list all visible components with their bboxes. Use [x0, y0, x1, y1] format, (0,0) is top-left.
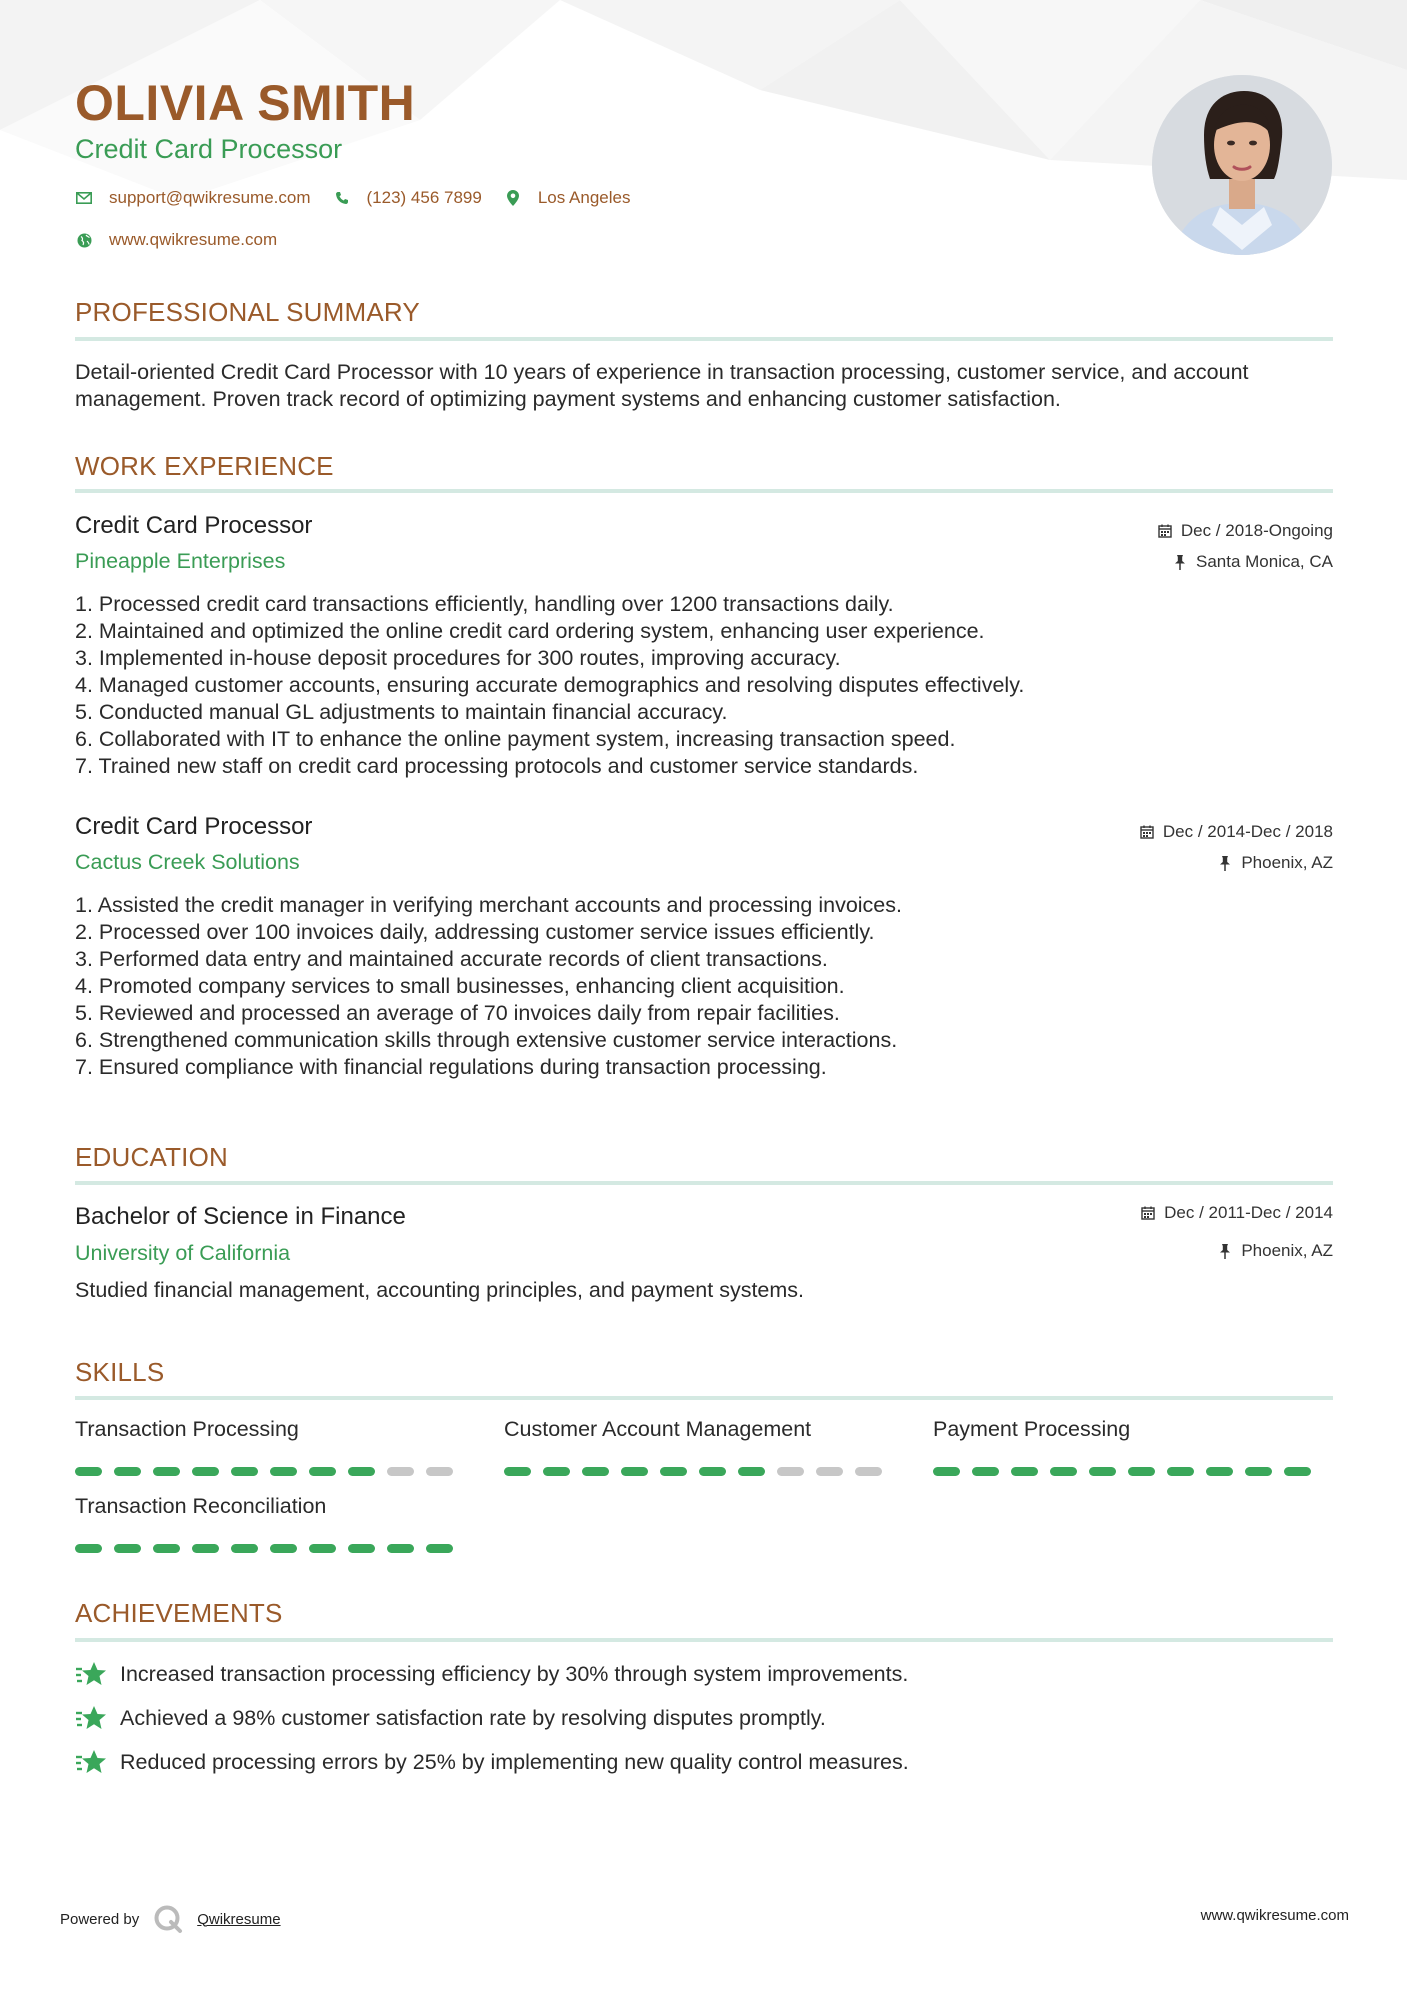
skill-level-filled [933, 1467, 960, 1476]
skill-level-filled [543, 1467, 570, 1476]
skill-level-empty [426, 1467, 453, 1476]
list-item: 2. Maintained and optimized the online credit card ordering system, enhancing user experience. [75, 619, 985, 643]
skill-name: Transaction Reconciliation [75, 1494, 327, 1518]
experience-heading: WORK EXPERIENCE [75, 451, 334, 481]
skill-level-filled [153, 1544, 180, 1553]
skill-level-filled [153, 1467, 180, 1476]
contact-row-secondary [75, 230, 299, 250]
star-achievement-icon [75, 1704, 107, 1732]
candidate-name: OLIVIA SMITH [75, 75, 416, 131]
skill-level-bar [504, 1467, 882, 1476]
job-company: Cactus Creek Solutions [75, 850, 300, 874]
skill-level-filled [75, 1544, 102, 1553]
skill-level-filled [309, 1544, 336, 1553]
summary-heading: PROFESSIONAL SUMMARY [75, 297, 420, 327]
candidate-role: Credit Card Processor [75, 134, 343, 164]
skill-level-filled [270, 1467, 297, 1476]
footer-website[interactable]: www.qwikresume.com [1200, 1907, 1349, 1924]
education-divider [75, 1181, 1333, 1185]
achievement-text: Increased transaction processing efficiency by 30% through system improvements. [120, 1661, 909, 1686]
website-text: www.qwikresume.com [109, 230, 278, 249]
skill-level-empty [387, 1467, 414, 1476]
qwikresume-logo-icon [153, 1904, 183, 1934]
education-date-text: Dec / 2011-Dec / 2014 [1164, 1203, 1333, 1222]
list-item: 7. Trained new staff on credit card processing protocols and customer service standards. [75, 754, 919, 778]
summary-divider [75, 337, 1333, 341]
skill-level-empty [777, 1467, 804, 1476]
skill-level-bar [75, 1544, 453, 1553]
job-date-text: Dec / 2014-Dec / 2018 [1162, 822, 1333, 841]
job-company: Pineapple Enterprises [75, 549, 286, 573]
contact-row-primary [75, 188, 652, 208]
skill-level-filled [231, 1467, 258, 1476]
achievement-item [75, 1704, 826, 1732]
skill-level-filled [270, 1544, 297, 1553]
list-item: 3. Implemented in-house deposit procedures for 300 routes, improving accuracy. [75, 646, 841, 670]
education-description: Studied financial management, accounting principles, and payment systems. [75, 1278, 805, 1302]
calendar-icon [1140, 1205, 1156, 1221]
skill-level-filled [738, 1467, 765, 1476]
skill-level-filled [1128, 1467, 1155, 1476]
skill-level-filled [1050, 1467, 1077, 1476]
education-location-text: Phoenix, AZ [1241, 1241, 1333, 1260]
qwikresume-link[interactable]: Qwikresume [197, 1910, 281, 1928]
skill-level-bar [75, 1467, 453, 1476]
skill-level-filled [231, 1544, 258, 1553]
job-responsibilities [75, 591, 1315, 780]
achievements-heading: ACHIEVEMENTS [75, 1598, 283, 1628]
job-responsibilities [75, 892, 1315, 1081]
contact-location [504, 188, 631, 208]
skill-level-empty [816, 1467, 843, 1476]
star-achievement-icon [75, 1748, 107, 1776]
calendar-icon [1139, 824, 1155, 840]
skill-level-filled [621, 1467, 648, 1476]
achievement-text: Achieved a 98% customer satisfaction rate by resolving disputes promptly. [120, 1705, 826, 1730]
job-date [1157, 521, 1333, 541]
email-text: support@qwikresume.com [109, 188, 311, 207]
skill-level-filled [387, 1544, 414, 1553]
envelope-icon [75, 189, 93, 207]
skill-level-filled [426, 1544, 453, 1553]
list-item: 7. Ensured compliance with financial regulations during transaction processing. [75, 1055, 827, 1079]
skill-level-filled [192, 1467, 219, 1476]
skill-level-filled [75, 1467, 102, 1476]
skill-level-filled [660, 1467, 687, 1476]
map-pin-icon [504, 189, 522, 207]
skill-level-filled [582, 1467, 609, 1476]
job-date-text: Dec / 2018-Ongoing [1180, 521, 1333, 540]
job-date [1139, 822, 1333, 842]
achievement-text: Reduced processing errors by 25% by implementing new quality control measures. [120, 1749, 909, 1774]
star-achievement-icon [75, 1660, 107, 1688]
skills-divider [75, 1396, 1333, 1400]
job-title: Credit Card Processor [75, 512, 313, 539]
skill-level-filled [504, 1467, 531, 1476]
profile-photo [1152, 75, 1332, 255]
list-item: 4. Promoted company services to small businesses, enhancing client acquisition. [75, 974, 845, 998]
achievements-divider [75, 1638, 1333, 1642]
list-item: 5. Conducted manual GL adjustments to maintain financial accuracy. [75, 700, 728, 724]
pushpin-icon [1172, 554, 1188, 570]
experience-divider [75, 489, 1333, 493]
job-location-text: Santa Monica, CA [1195, 552, 1333, 571]
achievement-item [75, 1660, 908, 1688]
skill-level-filled [192, 1544, 219, 1553]
list-item: 6. Collaborated with IT to enhance the online payment system, increasing transaction speed. [75, 727, 956, 751]
skill-level-filled [1167, 1467, 1194, 1476]
job-location [1172, 552, 1333, 572]
skill-level-filled [114, 1467, 141, 1476]
list-item: 1. Processed credit card transactions efficiently, handling over 1200 transactions daily. [75, 592, 894, 616]
job-location-text: Phoenix, AZ [1241, 853, 1333, 872]
pushpin-icon [1217, 855, 1233, 871]
summary-text: Detail-oriented Credit Card Processor with 10 years of experience in transaction processing, customer service, and account management. Proven track record of optimizing payment systems and enhancing customer satisfaction. [75, 360, 1249, 411]
skill-level-filled [1089, 1467, 1116, 1476]
list-item: 2. Processed over 100 invoices daily, addressing customer service issues efficiently. [75, 920, 875, 944]
skill-level-filled [1245, 1467, 1272, 1476]
globe-icon [75, 231, 93, 249]
phone-icon [333, 189, 351, 207]
contact-email[interactable] [75, 188, 311, 208]
skill-level-filled [972, 1467, 999, 1476]
job-title: Credit Card Processor [75, 813, 313, 840]
skill-level-filled [309, 1467, 336, 1476]
education-location [1217, 1241, 1333, 1261]
powered-by-label: Powered by [60, 1910, 140, 1928]
job-location [1217, 853, 1333, 873]
phone-text: (123) 456 7899 [366, 188, 482, 207]
contact-phone[interactable] [333, 188, 482, 208]
list-item: 6. Strengthened communication skills through extensive customer service interactions. [75, 1028, 898, 1052]
list-item: 4. Managed customer accounts, ensuring accurate demographics and resolving disputes effectively. [75, 673, 1025, 697]
skill-level-filled [1011, 1467, 1038, 1476]
skill-level-filled [348, 1544, 375, 1553]
school-name: University of California [75, 1241, 291, 1265]
skill-name: Payment Processing [933, 1417, 1131, 1441]
skill-level-filled [348, 1467, 375, 1476]
skill-level-bar [933, 1467, 1311, 1476]
footer-powered-by [60, 1904, 281, 1934]
skill-level-filled [1206, 1467, 1233, 1476]
skill-name: Customer Account Management [504, 1417, 812, 1441]
skill-level-filled [114, 1544, 141, 1553]
degree-title: Bachelor of Science in Finance [75, 1203, 406, 1230]
education-date [1140, 1203, 1333, 1223]
skill-level-filled [1284, 1467, 1311, 1476]
pushpin-icon [1217, 1243, 1233, 1259]
skills-heading: SKILLS [75, 1357, 165, 1387]
contact-website[interactable] [75, 230, 277, 250]
skill-level-empty [855, 1467, 882, 1476]
list-item: 3. Performed data entry and maintained accurate records of client transactions. [75, 947, 828, 971]
calendar-icon [1157, 523, 1173, 539]
skill-level-filled [699, 1467, 726, 1476]
list-item: 1. Assisted the credit manager in verifying merchant accounts and processing invoices. [75, 893, 902, 917]
skill-name: Transaction Processing [75, 1417, 299, 1441]
list-item: 5. Reviewed and processed an average of 70 invoices daily from repair facilities. [75, 1001, 840, 1025]
achievement-item [75, 1748, 909, 1776]
location-text: Los Angeles [537, 188, 631, 207]
education-heading: EDUCATION [75, 1142, 228, 1172]
